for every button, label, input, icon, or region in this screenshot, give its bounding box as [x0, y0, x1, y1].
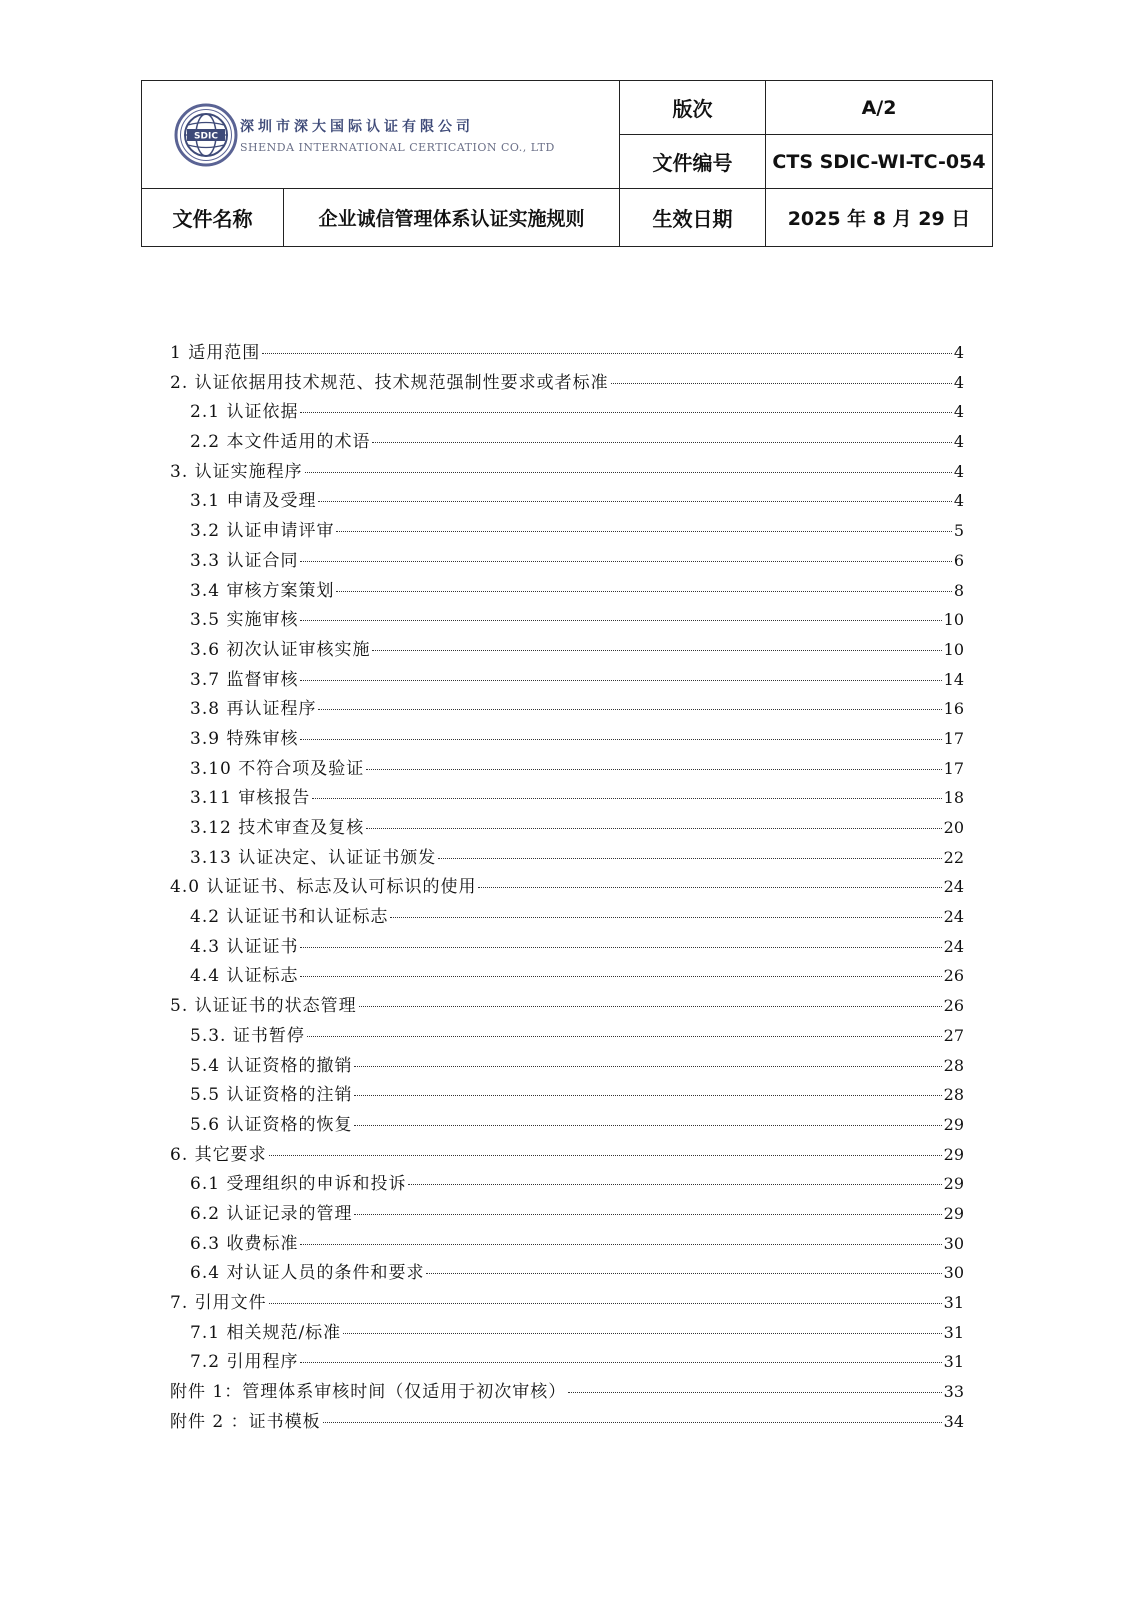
toc-dot-leader	[372, 650, 941, 651]
toc-entry-title: 4.2 认证证书和认证标志	[190, 907, 389, 928]
toc-dot-leader	[366, 828, 941, 829]
toc-entry-title: 2.2 本文件适用的术语	[190, 432, 371, 453]
company-name-en: SHENDA INTERNATIONAL CERTICATION CO., LTD	[240, 140, 555, 154]
doc-name-label: 文件名称	[142, 189, 284, 247]
toc-entry[interactable]	[170, 338, 964, 368]
toc-entry[interactable]	[170, 665, 964, 695]
toc-entry-page-number: 34	[943, 1411, 964, 1431]
toc-entry-page-number: 31	[943, 1293, 964, 1312]
toc-entry[interactable]	[170, 397, 964, 427]
toc-entry-title: 3.3 认证合同	[190, 550, 299, 571]
toc-entry-title: 附件 2 ：证书模板	[170, 1411, 321, 1432]
version-label: 版次	[620, 81, 766, 135]
toc-dot-leader	[343, 1333, 941, 1334]
toc-entry-title: 2. 认证依据用技术规范、技术规范强制性要求或者标准	[170, 372, 609, 393]
toc-entry-title: 6. 其它要求	[170, 1144, 267, 1165]
toc-entry-page-number: 31	[943, 1322, 964, 1342]
toc-entry-title: 5. 认证证书的状态管理	[170, 996, 357, 1017]
toc-dot-leader	[300, 1362, 941, 1363]
toc-entry[interactable]	[170, 546, 964, 576]
toc-entry-title: 5.6 认证资格的恢复	[190, 1114, 353, 1135]
toc-entry[interactable]	[170, 1318, 964, 1348]
toc-entry[interactable]	[170, 1110, 964, 1140]
toc-entry-title: 3.2 认证申请评审	[190, 521, 335, 542]
toc-dot-leader	[408, 1184, 941, 1185]
document-header-table	[141, 80, 993, 247]
toc-entry-title: 3.11 审核报告	[190, 788, 311, 809]
toc-entry[interactable]	[170, 1169, 964, 1199]
toc-entry-page-number: 24	[943, 877, 964, 897]
toc-entry-page-number: 24	[943, 907, 964, 927]
toc-dot-leader	[568, 1392, 941, 1393]
toc-entry-title: 6.2 认证记录的管理	[190, 1203, 353, 1224]
toc-entry-page-number: 22	[943, 847, 964, 867]
toc-entry-page-number: 8	[953, 580, 964, 600]
toc-dot-leader	[318, 501, 951, 502]
toc-entry[interactable]	[170, 427, 964, 457]
toc-dot-leader	[262, 353, 952, 354]
toc-entry[interactable]	[170, 516, 964, 546]
toc-entry[interactable]	[170, 902, 964, 932]
toc-dot-leader	[269, 1155, 942, 1156]
toc-entry[interactable]	[170, 1021, 964, 1051]
toc-dot-leader	[390, 917, 941, 918]
toc-entry-page-number: 6	[953, 550, 964, 570]
toc-dot-leader	[336, 531, 951, 532]
toc-dot-leader	[438, 858, 941, 859]
effective-date-value: 2025 年 8 月 29 日	[766, 189, 993, 247]
toc-entry-page-number: 30	[943, 1263, 964, 1283]
logo-mark-text: SDIC	[194, 131, 218, 141]
toc-dot-leader	[366, 769, 941, 770]
toc-entry-title: 附件 1：管理体系审核时间（仅适用于初次审核）	[170, 1382, 567, 1403]
toc-dot-leader	[300, 1244, 941, 1245]
toc-dot-leader	[426, 1273, 941, 1274]
toc-entry-page-number: 20	[943, 818, 964, 837]
toc-dot-leader	[307, 1036, 942, 1037]
toc-entry[interactable]	[170, 1199, 964, 1229]
toc-entry-title: 3.1 申请及受理	[190, 491, 317, 512]
table-of-contents	[170, 338, 964, 1436]
toc-entry-title: 4.3 认证证书	[190, 936, 299, 957]
toc-entry-page-number: 4	[953, 372, 964, 392]
toc-entry-page-number: 26	[943, 996, 964, 1016]
toc-entry[interactable]	[170, 991, 964, 1021]
toc-entry-title: 4.4 认证标志	[190, 966, 299, 987]
toc-dot-leader	[359, 1006, 942, 1007]
toc-entry[interactable]	[170, 1288, 964, 1318]
toc-entry-page-number: 16	[943, 699, 964, 719]
toc-entry[interactable]	[170, 754, 964, 784]
toc-entry-page-number: 26	[943, 966, 964, 986]
toc-dot-leader	[354, 1214, 941, 1215]
toc-entry-title: 5.5 认证资格的注销	[190, 1085, 353, 1106]
toc-entry[interactable]	[170, 813, 964, 843]
toc-entry-page-number: 4	[953, 432, 964, 452]
toc-entry-title: 3. 认证实施程序	[170, 461, 303, 482]
toc-entry-title: 7.1 相关规范/标准	[190, 1322, 342, 1343]
effective-date-label: 生效日期	[620, 189, 766, 247]
toc-entry-title: 7.2 引用程序	[190, 1352, 299, 1373]
toc-entry-title: 3.6 初次认证审核实施	[190, 639, 371, 660]
toc-entry-page-number: 18	[943, 788, 964, 808]
toc-entry-page-number: 14	[943, 669, 964, 689]
toc-dot-leader	[312, 798, 941, 799]
doc-number-value: CTS SDIC-WI-TC-054	[766, 135, 993, 189]
version-value: A/2	[766, 81, 993, 135]
toc-entry-page-number: 30	[943, 1233, 964, 1253]
toc-dot-leader	[300, 976, 941, 977]
toc-entry[interactable]	[170, 724, 964, 754]
toc-dot-leader	[300, 412, 951, 413]
toc-entry[interactable]	[170, 783, 964, 813]
company-globe-logo-icon	[174, 103, 238, 167]
toc-entry-page-number: 28	[943, 1055, 964, 1075]
toc-entry[interactable]	[170, 872, 964, 902]
toc-entry-title: 3.13 认证决定、认证证书颁发	[190, 847, 437, 868]
toc-entry[interactable]	[170, 1347, 964, 1377]
toc-entry[interactable]	[170, 1377, 964, 1407]
toc-entry-page-number: 29	[943, 1203, 964, 1223]
toc-entry[interactable]	[170, 843, 964, 873]
toc-entry-title: 3.7 监督审核	[190, 669, 299, 690]
toc-entry[interactable]	[170, 1229, 964, 1259]
toc-entry-title: 3.12 技术审查及复核	[190, 818, 365, 838]
toc-entry[interactable]	[170, 457, 964, 487]
toc-entry-title: 3.8 再认证程序	[190, 699, 317, 720]
toc-entry-page-number: 29	[943, 1114, 964, 1134]
toc-entry-page-number: 5	[953, 521, 964, 541]
toc-entry[interactable]	[170, 635, 964, 665]
toc-dot-leader	[300, 680, 941, 681]
toc-entry-title: 3.4 审核方案策划	[190, 580, 335, 601]
toc-dot-leader	[323, 1422, 942, 1423]
toc-entry[interactable]	[170, 961, 964, 991]
toc-entry-title: 3.5 实施审核	[190, 610, 299, 631]
company-logo-cell	[142, 81, 620, 189]
toc-dot-leader	[300, 620, 941, 621]
toc-dot-leader	[611, 383, 952, 384]
doc-number-label: 文件编号	[620, 135, 766, 189]
toc-entry-title: 5.3. 证书暂停	[190, 1025, 305, 1046]
toc-entry-page-number: 17	[943, 728, 964, 748]
toc-entry[interactable]	[170, 486, 964, 516]
toc-entry[interactable]	[170, 1407, 964, 1437]
toc-entry[interactable]	[170, 605, 964, 635]
toc-dot-leader	[300, 561, 951, 562]
toc-entry-page-number: 31	[943, 1352, 964, 1372]
toc-entry-page-number: 10	[943, 639, 964, 659]
toc-dot-leader	[354, 1125, 941, 1126]
toc-dot-leader	[478, 887, 941, 888]
toc-entry-page-number: 4	[953, 461, 964, 481]
toc-entry-title: 6.3 收费标准	[190, 1233, 299, 1254]
toc-entry[interactable]	[170, 368, 964, 398]
toc-dot-leader	[354, 1066, 941, 1067]
toc-entry-page-number: 29	[943, 1174, 964, 1194]
toc-entry-page-number: 27	[943, 1025, 964, 1045]
toc-dot-leader	[300, 947, 941, 948]
toc-dot-leader	[354, 1095, 941, 1096]
toc-dot-leader	[336, 591, 951, 592]
doc-name-value: 企业诚信管理体系认证实施规则	[284, 189, 620, 247]
toc-entry-title: 2.1 认证依据	[190, 402, 299, 423]
toc-entry-title: 6.4 对认证人员的条件和要求	[190, 1263, 425, 1284]
toc-entry[interactable]	[170, 1140, 964, 1170]
toc-entry-page-number: 10	[943, 610, 964, 630]
toc-entry[interactable]	[170, 576, 964, 606]
toc-entry-page-number: 4	[953, 491, 964, 511]
toc-entry-page-number: 4	[953, 402, 964, 422]
toc-entry-title: 6.1 受理组织的申诉和投诉	[190, 1174, 407, 1195]
toc-entry-page-number: 24	[943, 936, 964, 956]
toc-entry-title: 3.10 不符合项及验证	[190, 758, 365, 779]
toc-entry-title: 4.0 认证证书、标志及认可标识的使用	[170, 877, 477, 898]
toc-entry-title: 5.4 认证资格的撤销	[190, 1055, 353, 1076]
toc-entry-title: 7. 引用文件	[170, 1293, 267, 1313]
toc-dot-leader	[372, 442, 951, 443]
toc-dot-leader	[318, 709, 941, 710]
toc-entry-title: 1 适用范围	[170, 343, 261, 363]
company-name-cn: 深圳市深大国际认证有限公司	[240, 118, 474, 135]
toc-entry[interactable]	[170, 1080, 964, 1110]
toc-entry-page-number: 33	[943, 1382, 964, 1402]
toc-entry[interactable]	[170, 1258, 964, 1288]
toc-entry[interactable]	[170, 1051, 964, 1081]
toc-entry[interactable]	[170, 694, 964, 724]
toc-dot-leader	[269, 1303, 942, 1304]
toc-dot-leader	[305, 472, 952, 473]
toc-entry-page-number: 29	[943, 1144, 964, 1164]
toc-entry[interactable]	[170, 932, 964, 962]
toc-entry-page-number: 4	[953, 343, 964, 362]
toc-dot-leader	[300, 739, 941, 740]
toc-entry-page-number: 17	[943, 758, 964, 778]
toc-entry-page-number: 28	[943, 1085, 964, 1105]
toc-entry-title: 3.9 特殊审核	[190, 728, 299, 749]
